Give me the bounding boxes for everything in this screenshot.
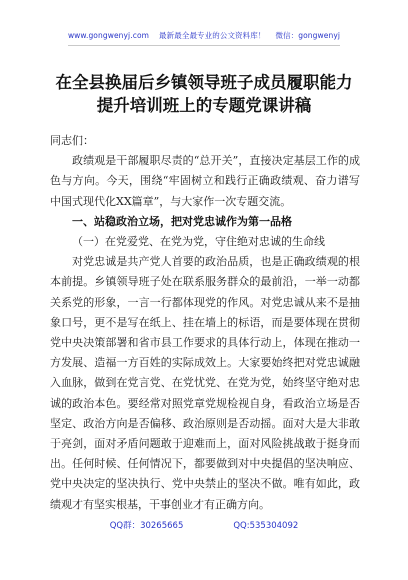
header-wechat: 微信：gongwenyj: [275, 31, 341, 40]
salutation: 同志们：: [50, 134, 94, 147]
body-paragraph: 对党忠诚是共产党人首要的政治品质，也是正确政绩观的根本前提。乡镇领导班子处在联系服务群众的最前沿，一举一动都关系党的形象，一言一行都体现党的作风。对党忠诚从来不是抽象口号，更不是写在纸上、挂在墙上的标语，而是要体现在贯彻党中央决策部署和省市县工作要求的具体行动上，体现在推动一方发展、造福一方百姓的实际成效上。大家要始终把对党忠诚融入血脉，做到在党言党、在党忧党、在党为党，始终坚守绝对忠诚的政治本色。要经常对照党章党规检视自身，看政治立场是否坚定、政治方向是否偏移、政治原则是否动摇。面对大是大非敢于亮剑，面对矛盾问题敢于迎难而上，面对风险挑战敢于挺身而出。任何时候、任何情况下，都要做到对中央提倡的坚决响应、党中央决定的坚决执行、党中央禁止的坚决不做。唯有如此，政绩观才有坚实根基，干事创业才有正确方向。: [50, 255, 360, 511]
page-header: [0, 30, 408, 41]
footer-qq: QQ:535304092: [233, 521, 299, 531]
title-line-2: 提升培训班上的专题党课讲稿: [96, 96, 312, 115]
header-slogan: 最新最全最专业的公文资料库！: [159, 31, 266, 40]
title-line-1: 在全县换届后乡镇领导班子成员履职能力: [55, 73, 353, 92]
intro-paragraph: 政绩观是干部履职尽责的“总开关”，直接决定基层工作的成色与方向。今天，围绕“牢固树立和践行正确政绩观、奋力谱写中国式现代化XX篇章”，与大家作一次专题交流。: [50, 154, 360, 208]
header-site-link[interactable]: www.gongwenyj.com: [67, 31, 150, 40]
header-divider: [68, 45, 340, 46]
footer-qq-group: QQ群：30265665: [109, 521, 184, 531]
document-title: [40, 71, 368, 117]
page-footer: [0, 519, 408, 531]
subsection-heading: （一）在党爱党、在党为党，守住绝对忠诚的生命线: [72, 235, 325, 249]
document-body: [50, 131, 360, 515]
section-heading: 一、站稳政治立场，把对党忠诚作为第一品格: [72, 214, 292, 228]
